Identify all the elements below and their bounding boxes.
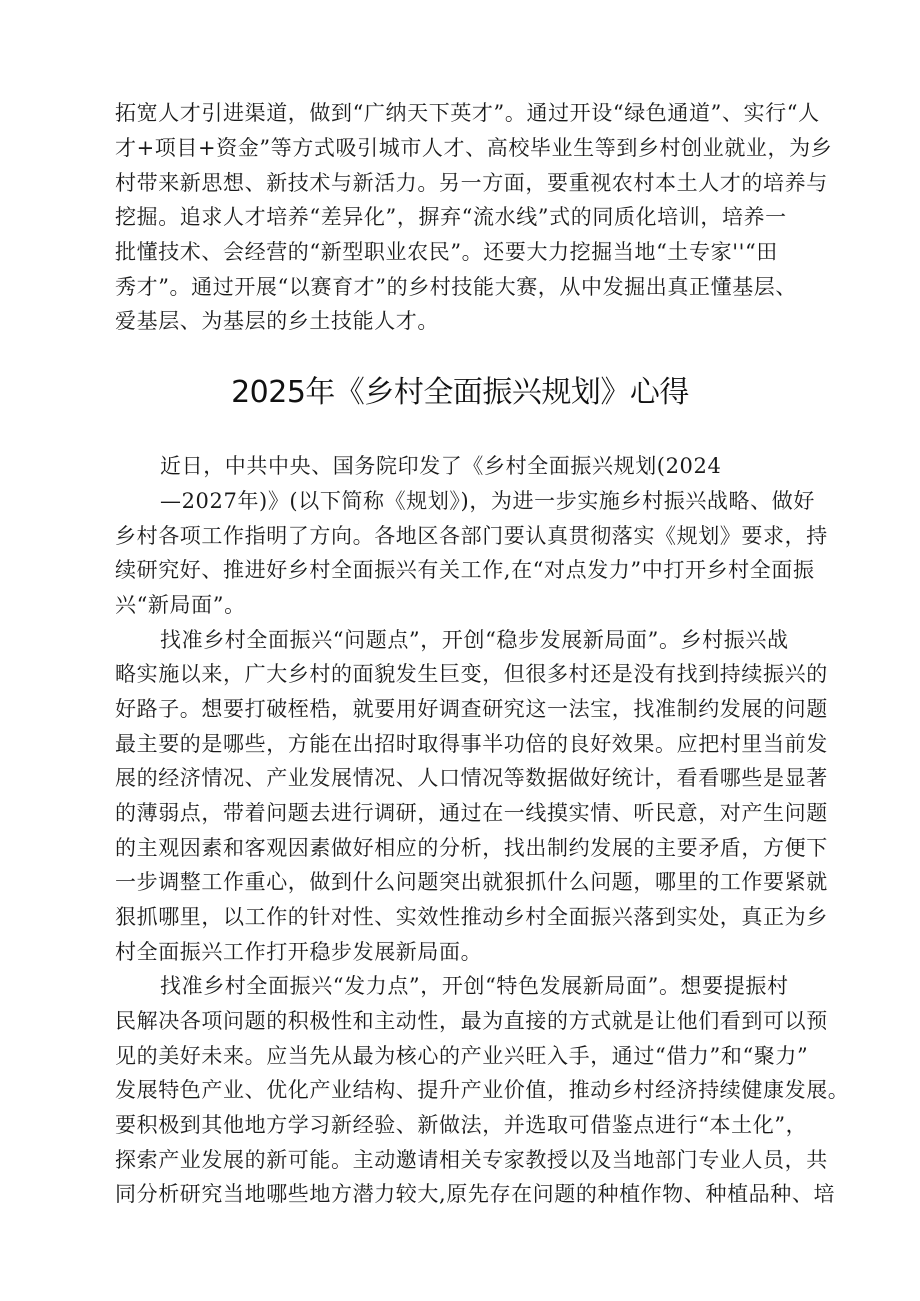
text-line: 一步调整工作重心，做到什么问题突出就狠抓什么问题，哪里的工作要紧就 [115,870,828,894]
text-line: 略实施以来，广大乡村的面貌发生巨变，但很多村还是没有找到持续振兴的 [115,662,828,686]
text-line: 乡村各项工作指明了方向。各地区各部门要认真贯彻落实《规划》要求，持 [115,524,828,548]
text-line: 狠抓哪里，以工作的针对性、实效性推动乡村全面振兴落到实处，真正为乡 [115,905,828,929]
text-line: 挖掘。追求人才培养“差异化”，摒弃“流水线”式的同质化培训，培养一 [115,205,787,229]
text-line: 拓宽人才引进渠道，做到“广纳天下英才”。通过开设“绿色通道”、实行“人 [115,101,820,125]
text-line: 批懂技术、会经营的“新型职业农民”。还要大力挖掘当地“土专家''“田 [115,240,778,264]
text-line: 找准乡村全面振兴“发力点”，开创“特色发展新局面”。想要提振村 [160,974,789,998]
text-line: 找准乡村全面振兴“问题点”，开创“稳步发展新局面”。乡村振兴战 [160,628,789,652]
text-line: 最主要的是哪些，方能在出招时取得事半功倍的良好效果。应把村里当前发 [115,732,828,756]
text-line: 才+项目+资金”等方式吸引城市人才、高校毕业生等到乡村创业就业，为乡 [115,136,833,160]
text-line: 村全面振兴工作打开稳步发展新局面。 [115,940,483,964]
text-line: 要积极到其他地方学习新经验、新做法，并选取可借鉴点进行“本土化”， [115,1113,808,1137]
text-line: 民解决各项问题的积极性和主动性，最为直接的方式就是让他们看到可以预 [115,1009,828,1033]
text-line: 爱基层、为基层的乡土技能人才。 [115,309,439,333]
text-line: 的薄弱点，带着问题去进行调研，通过在一线摸实情、听民意，对产生问题 [115,801,828,825]
document-title: 2025年《乡村全面振兴规划》心得 [231,375,689,410]
text-line: 同分析研究当地哪些地方潜力较大,原先存在问题的种植作物、种植品种、培 [115,1182,836,1206]
text-line: 见的美好未来。应当先从最为核心的产业兴旺入手，通过“借力”和“聚力” [115,1044,809,1068]
text-line: 兴“新局面”。 [115,593,246,617]
text-line: 续研究好、推进好乡村全面振兴有关工作,在“对点发力”中打开乡村全面振 [115,558,815,582]
text-line: 秀才”。通过开展“以赛育才”的乡村技能大赛，从中发掘出真正懂基层、 [115,275,798,299]
text-line: 展的经济情况、产业发展情况、人口情况等数据做好统计，看看哪些是显著 [115,766,828,790]
text-line: 探索产业发展的新可能。主动邀请相关专家教授以及当地部门专业人员，共 [115,1148,828,1172]
text-line: 近日，中共中央、国务院印发了《乡村全面振兴规划(2024 [160,454,722,478]
text-line: 村带来新思想、新技术与新活力。另一方面，要重视农村本土人才的培养与 [115,171,828,195]
text-line: 的主观因素和客观因素做好相应的分析，找出制约发展的主要矛盾，方便下 [115,836,828,860]
text-line: 发展特色产业、优化产业结构、提升产业价值，推动乡村经济持续健康发展。 [115,1078,850,1102]
text-line: 好路子。想要打破桎梏，就要用好调查研究这一法宝，找准制约发展的问题 [115,697,828,721]
text-line: —2027年)》(以下简称《规划》)，为进一步实施乡村振兴战略、做好 [160,489,815,513]
